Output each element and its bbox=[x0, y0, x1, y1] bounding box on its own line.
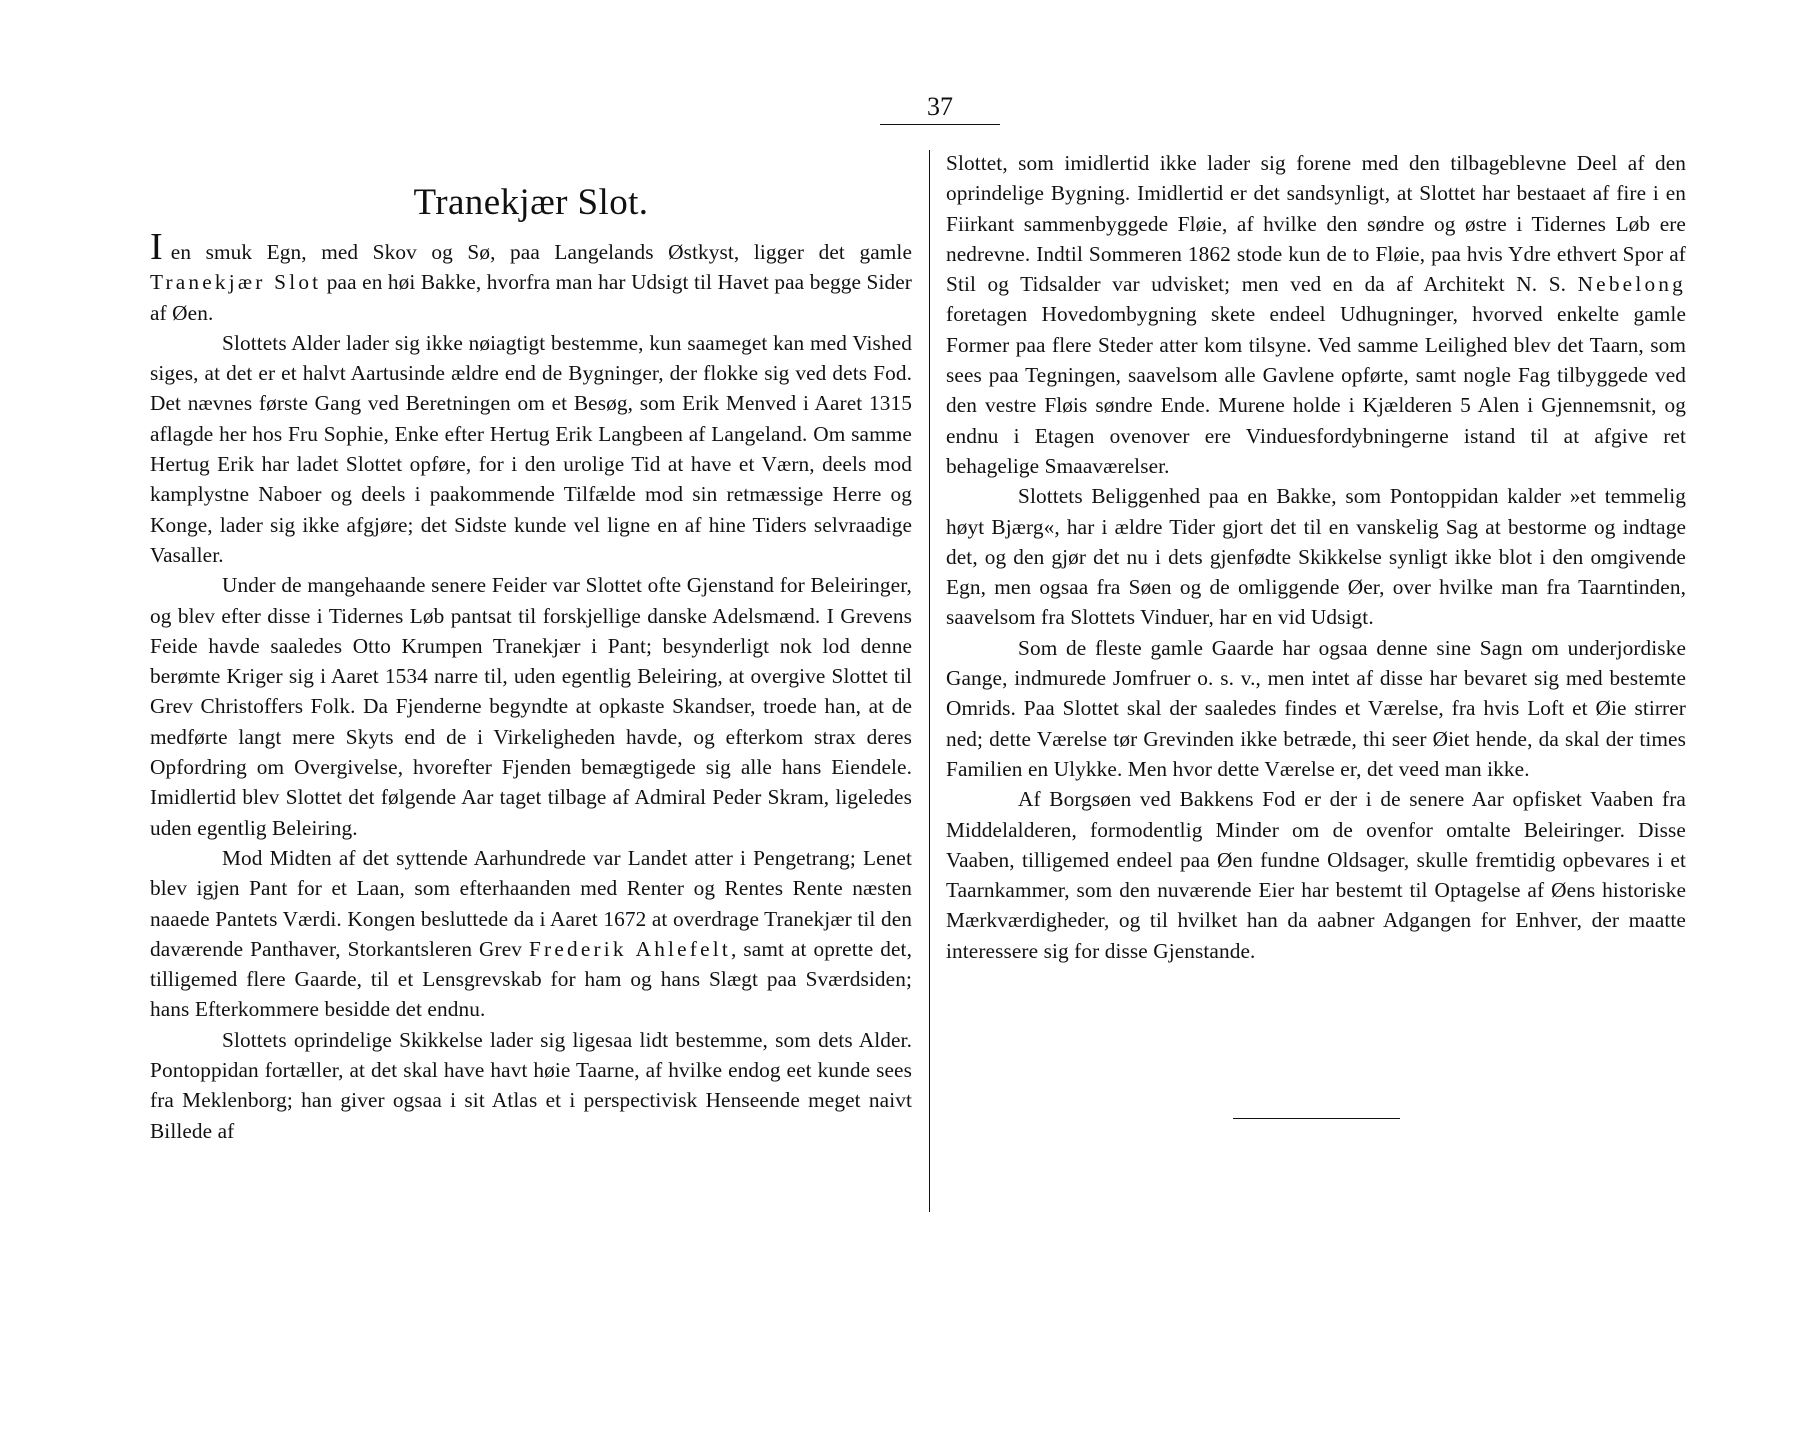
paragraph: Slottets Alder lader sig ikke nøiagtigt bestemme, kun saameget kan med Vished siges, at det er et halvt Aartusinde ældre end de Bygninger, der flokke sig ved dets Fod. Det nævnes første Gang ved Beretningen om et Besøg, som Erik Menved i Aaret 1315 aflagde her hos Fru Sophie, Enke efter Hertug Erik Langbeen af Langeland. Om samme Hertug Erik har ladet Slottet opføre, for i den urolige Tid at have et Værn, deels mod kamplystne Naboer og deels i paakommende Tilfælde mod sin retmæssige Herre og Konge, lader sig ikke afgjøre; det Sidste kunde vel ligne en af hine Tiders selvraadige Vasaller. bbox=[150, 330, 912, 567]
page-number: 37 bbox=[927, 92, 953, 121]
end-rule bbox=[1233, 1118, 1400, 1119]
right-column bbox=[946, 148, 1686, 966]
paragraph bbox=[150, 226, 912, 328]
paragraph-text: foretagen Hovedombygning skete endeel Udhugninger, hvorved enkelte gamle Former paa flere Steder atter kom tilsyne. Ved samme Leilighed blev det Taarn, som sees paa Tegningen, saavelsom alle Gavlene opførte, samt nogle Fag tilbyggede ved den vestre Fløis søndre Ende. Murene holde i Kjælderen 5 Alen i Gjennemsnit, og endnu i Etagen ovenover ere Vinduesfordybningerne istand til at afgive ret behagelige Smaaværelser. bbox=[946, 302, 1686, 478]
paragraph-text: Mod Midten af det syttende Aarhundrede var Landet atter i Pengetrang; Lenet blev igjen Pant for et Laan, som efterhaanden med Renter og Rentes Rente næsten naaede Pantets Værdi. Kongen besluttede da i Aaret 1672 at overdrage Tranekjær til den daværende Panthaver, Storkantsleren Grev bbox=[150, 845, 912, 961]
spaced-name: Tranekjær Slot bbox=[150, 270, 322, 295]
paragraph bbox=[150, 843, 912, 1025]
paragraph-text: paa en høi Bakke, hvorfra man har Udsigt til Havet paa begge Sider af Øen. bbox=[150, 270, 912, 325]
drop-cap: I bbox=[150, 226, 163, 268]
paragraph-text: Slottet, som imidlertid ikke lader sig forene med den tilbageblevne Deel af den oprindelige Bygning. Imidlertid er det sandsynligt, at Slottet har bestaaet af fire i en Fiirkant sammenbyggede Fløie, af hvilke den søndre og østre i Tidernes Løb ere nedrevne. Indtil Sommeren 1862 stode kun de to Fløie, paa hvis Ydre ethvert Spor af Stil og Tidsalder var udvisket; men ved en da af Architekt N. S. bbox=[946, 151, 1686, 297]
spaced-name: Nebelong bbox=[1577, 272, 1686, 297]
paragraph: Af Borgsøen ved Bakkens Fod er der i de senere Aar opfisket Vaaben fra Middelalderen, formodentlig Minder om de ovenfor omtalte Beleiringer. Disse Vaaben, tilligemed endeel paa Øen fundne Oldsager, skulle fremtidig opbevares i et Taarnkammer, som den nuværende Eier har bestemt til Optagelse af Øens historiske Mærkværdigheder, og til hvilket han da aabner Adgangen for Enhver, der maatte interessere sig for disse Gjenstande. bbox=[946, 787, 1686, 963]
left-column bbox=[150, 148, 912, 1146]
paragraph: Slottets oprindelige Skikkelse lader sig ligesaa lidt bestemme, som dets Alder. Pontoppidan fortæller, at det skal have havt høie Taarne, af hvilke endog eet kunde sees fra Meklenborg; han giver ogsaa i sit Atlas et i perspectivisk Henseende meget naivt Billede af bbox=[150, 1027, 912, 1143]
spaced-name: Frederik Ahlefelt bbox=[528, 936, 731, 961]
paragraph-text: , samt at oprette det, tilligemed flere Gaarde, til et Lensgrevskab for ham og hans Slægt paa Sværdsiden; hans Efterkommere besidde det endnu. bbox=[150, 936, 912, 1022]
paragraph: Under de mangehaande senere Feider var Slottet ofte Gjenstand for Beleiringer, og blev efter disse i Tidernes Løb pantsat til forskjellige danske Adelsmænd. I Grevens Feide havde saaledes Otto Krumpen Tranekjær i Pant; besynderligt nok lod denne berømte Kriger sig i Aaret 1534 narre til, uden egentlig Beleiring, at overgive Slottet til Grev Christoffers Folk. Da Fjenderne begyndte at opkaste Skandser, troede han, at de medførte langt mere Skyts end de i Virkeligheden havde, og efterkom strax deres Opfordring om Overgivelse, hvorefter Fjenden bemægtigede sig alle hans Eiendele. Imidlertid blev Slottet det følgende Aar taget tilbage af Admiral Peder Skram, ligeledes uden egentlig Beleiring. bbox=[150, 573, 912, 840]
paragraph-text: en smuk Egn, med Skov og Sø, paa Langelands Østkyst, ligger det gamle bbox=[170, 240, 912, 264]
paragraph: Som de fleste gamle Gaarde har ogsaa denne sine Sagn om underjordiske Gange, indmurede Jomfruer o. s. v., men intet af disse har bevaret sig med bestemte Omrids. Paa Slottet skal der saaledes findes et Værelse, fra hvis Loft et Øie stirrer ned; dette Værelse tør Grevinden ikke betræde, thi seer Øiet hende, da skal der times Familien en Ulykke. Men hvor dette Værelse er, det veed man ikke. bbox=[946, 635, 1686, 781]
page-number-rule bbox=[880, 124, 1000, 125]
paragraph: Slottets Beliggenhed paa en Bakke, som Pontoppidan kalder »et temmelig høyt Bjærg«, har i ældre Tider gjort det til en vanskelig Sag at bestorme og indtage det, og den gjør det nu i dets gjenfødte Skikkelse synligt ikke blot i den omgivende Egn, men ogsaa fra Søen og de omliggende Øer, over hvilke man fra Taarntinden, saavelsom fra Slottets Vinduer, har en vid Udsigt. bbox=[946, 484, 1686, 630]
paragraph bbox=[946, 148, 1686, 481]
article-title: Tranekjær Slot. bbox=[413, 182, 649, 223]
column-divider bbox=[929, 150, 930, 1212]
